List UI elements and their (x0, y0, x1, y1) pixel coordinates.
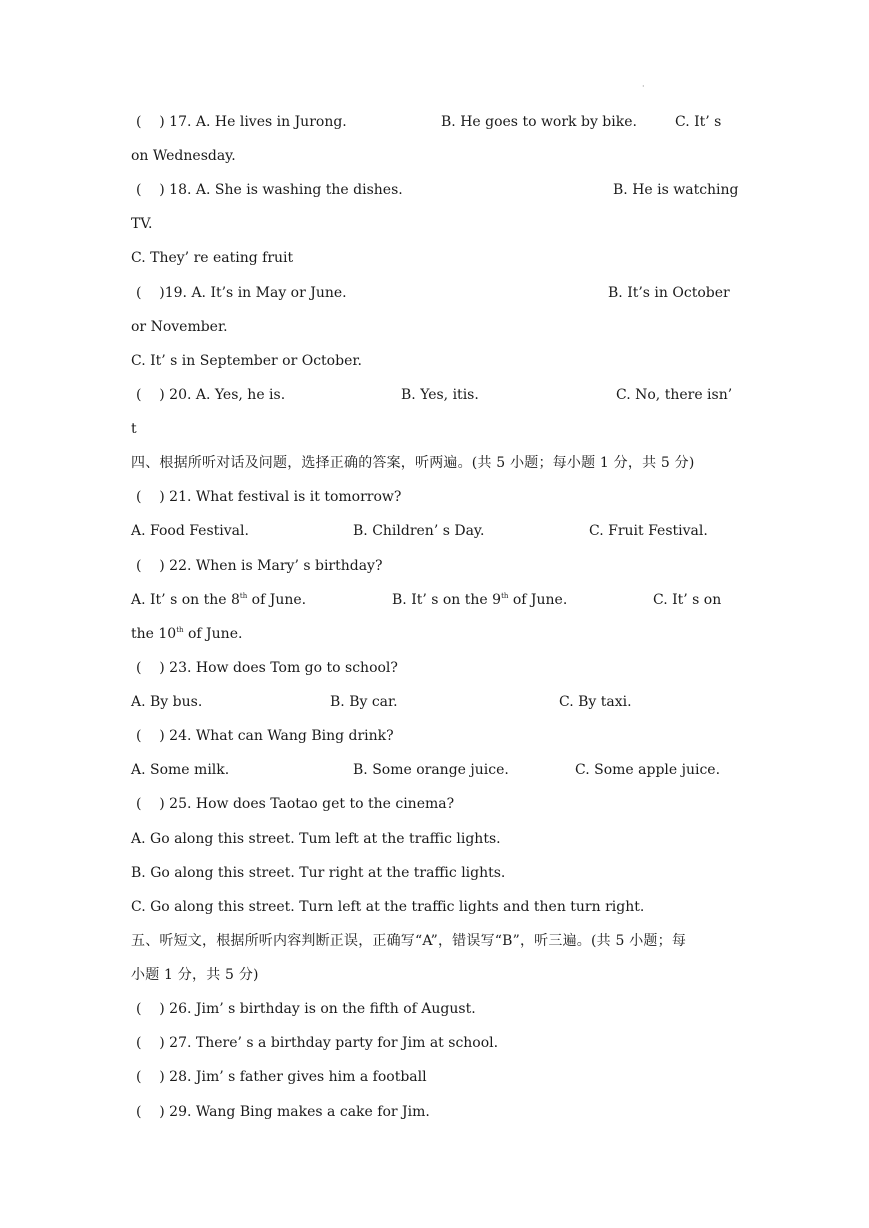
question-26-stem: ( ) 26. Jim’ s birthday is on the fifth of August. (136, 1001, 476, 1017)
question-18-stem: ( ) 18. A. She is washing the dishes. (136, 182, 403, 198)
question-21-option-a: A. Food Festival. (131, 523, 249, 539)
question-22-stem: ( ) 22. When is Mary’ s birthday? (136, 558, 383, 574)
question-17-option-b: B. He goes to work by bike. (441, 114, 637, 130)
question-23-option-b: B. By car. (330, 694, 398, 710)
section-5-heading-text-1: 五、听短文，根据所听内容判断正误，正确写“A”，错误写“B”，听三遍。(共 5 小题；每 (131, 933, 687, 949)
question-19-option-b-cont: or November. (131, 319, 228, 335)
question-22-option-c: C. It’ s on (653, 592, 722, 608)
question-19-option-b: B. It’s in October (608, 285, 730, 301)
question-23-options (131, 691, 737, 713)
question-26 (131, 998, 737, 1020)
question-29-stem: ( ) 29. Wang Bing makes a cake for Jim. (136, 1104, 430, 1120)
question-18-option-b-cont: TV. (131, 216, 153, 232)
question-29 (131, 1101, 737, 1123)
question-24-option-b: B. Some orange juice. (353, 762, 509, 778)
question-28-stem: ( ) 28. Jim’ s father gives him a football (136, 1069, 427, 1085)
question-27 (131, 1032, 737, 1054)
question-21-option-c: C. Fruit Festival. (589, 523, 708, 539)
question-21-stem: ( ) 21. What festival is it tomorrow? (136, 489, 402, 505)
question-24-option-a: A. Some milk. (131, 762, 230, 778)
question-25 (131, 793, 737, 815)
page-mark: · (642, 82, 645, 91)
question-24-option-c: C. Some apple juice. (575, 762, 721, 778)
question-19 (131, 282, 737, 304)
question-25-option-a-line (131, 828, 737, 850)
question-18-option-b: B. He is watching (613, 182, 739, 198)
question-25-stem: ( ) 25. How does Taotao get to the cinema? (136, 796, 455, 812)
question-21-options (131, 520, 737, 542)
question-20-option-c-cont: t (131, 421, 137, 437)
question-17-option-c-cont: on Wednesday. (131, 148, 236, 164)
section-4-heading-text: 四、根据所听对话及问题，选择正确的答案，听两遍。(共 5 小题；每小题 1 分，共 5 分) (131, 455, 695, 471)
question-22 (131, 555, 737, 577)
question-24-stem: ( ) 24. What can Wang Bing drink? (136, 728, 394, 744)
question-20-stem: ( ) 20. A. Yes, he is. (136, 387, 286, 403)
question-22-option-a: A. It’ s on the 8th of June. (131, 592, 307, 608)
question-25-option-b: B. Go along this street. Tur right at the traffic lights. (131, 865, 506, 881)
question-19-option-c-line (131, 350, 737, 372)
question-23-stem: ( ) 23. How does Tom go to school? (136, 660, 398, 676)
question-19-stem: ( )19. A. It’s in May or June. (136, 285, 347, 301)
question-17 (131, 111, 737, 133)
question-19-continuation (131, 316, 737, 338)
question-25-option-c-line (131, 896, 737, 918)
question-21 (131, 486, 737, 508)
section-5-heading (131, 930, 737, 952)
question-18-continuation (131, 213, 737, 235)
question-18-option-c-line (131, 247, 737, 269)
section-5-heading-text-2: 小题 1 分，共 5 分) (131, 967, 259, 983)
question-17-option-c: C. It’ s (675, 114, 722, 130)
question-20 (131, 384, 737, 406)
section-5-heading-cont (131, 964, 737, 986)
question-28 (131, 1066, 737, 1088)
question-23-option-c: C. By taxi. (559, 694, 632, 710)
question-25-option-c: C. Go along this street. Turn left at the traffic lights and then turn right. (131, 899, 645, 915)
question-24-options (131, 759, 737, 781)
question-22-option-b: B. It’ s on the 9th of June. (392, 592, 568, 608)
question-18 (131, 179, 737, 201)
question-22-options (131, 589, 737, 611)
question-20-continuation (131, 418, 737, 440)
question-25-option-b-line (131, 862, 737, 884)
question-22-option-c-cont: the 10th of June. (131, 626, 243, 642)
question-17-stem: ( ) 17. A. He lives in Jurong. (136, 114, 347, 130)
question-18-option-c: C. They’ re eating fruit (131, 250, 294, 266)
question-20-option-c: C. No, there isn’ (616, 387, 733, 403)
question-23 (131, 657, 737, 679)
question-23-option-a: A. By bus. (131, 694, 203, 710)
question-20-option-b: B. Yes, itis. (401, 387, 479, 403)
section-4-heading (131, 452, 737, 474)
question-24 (131, 725, 737, 747)
question-25-option-a: A. Go along this street. Tum left at the traffic lights. (131, 831, 501, 847)
question-21-option-b: B. Children’ s Day. (353, 523, 485, 539)
question-22-continuation (131, 623, 737, 645)
question-19-option-c: C. It’ s in September or October. (131, 353, 362, 369)
question-17-continuation (131, 145, 737, 167)
question-27-stem: ( ) 27. There’ s a birthday party for Jim at school. (136, 1035, 499, 1051)
